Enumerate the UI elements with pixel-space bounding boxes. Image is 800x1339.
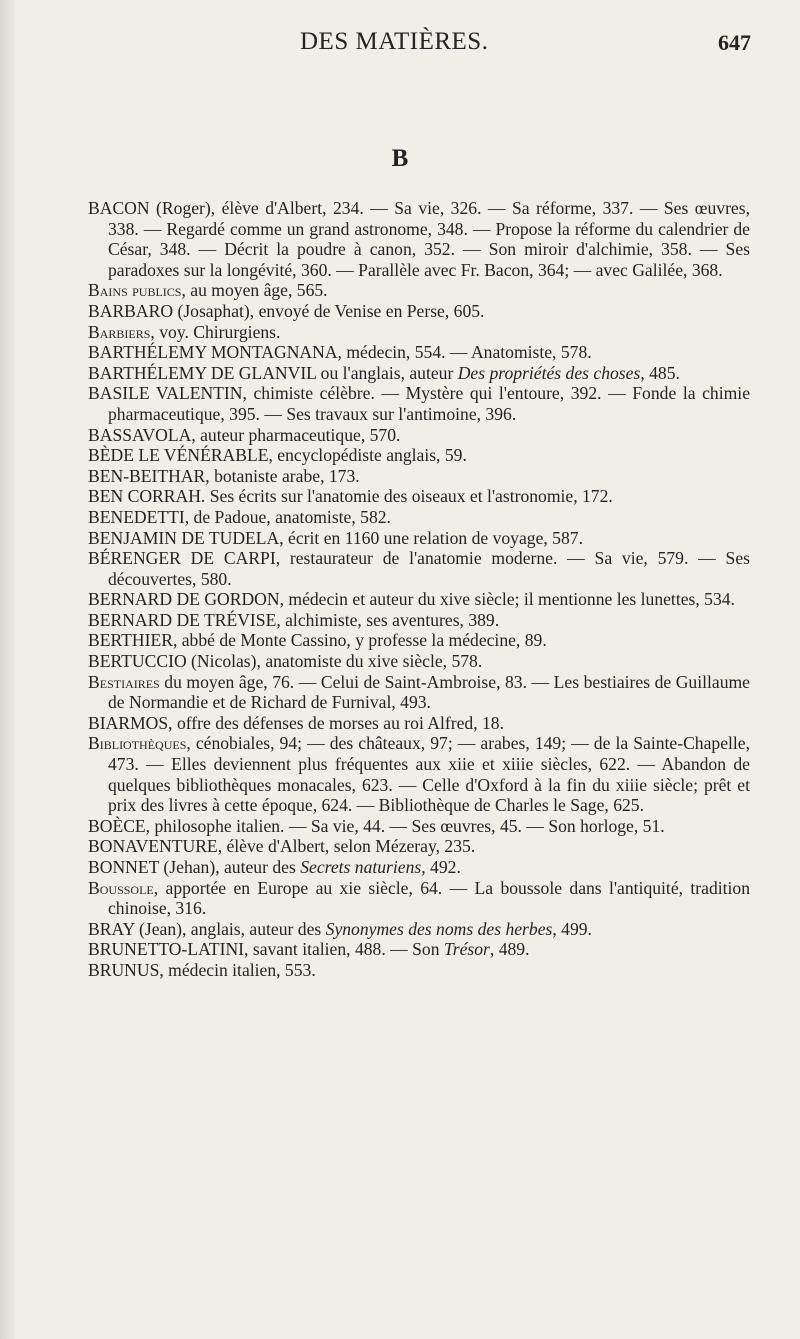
entry-title-italic: Des propriétés des choses — [457, 362, 641, 383]
entry-head: BENJAMIN DE TUDELA — [88, 527, 280, 548]
entry-tail: , 489. — [489, 939, 530, 960]
entry-body: , voy. Chirurgiens. — [150, 321, 281, 342]
entry-head: BASSAVOLA — [88, 424, 192, 445]
entry-head: Bains publics — [88, 280, 182, 301]
entry-head: BÉRENGER DE CARPI — [88, 548, 276, 569]
entry-body: ou l'anglais, auteur — [316, 362, 458, 383]
running-head — [0, 22, 800, 62]
entry-body: , philosophe italien. — Sa vie, 44. — Ses œuvres, 45. — Son horloge, 51. — [145, 815, 665, 836]
index-entry-brunus — [88, 960, 750, 981]
index-entry-benjamin-de-tudela — [88, 528, 750, 549]
index-entry-bray — [88, 919, 750, 940]
entry-body: , botaniste arabe, 173. — [205, 465, 360, 486]
index-entry-benedetti — [88, 507, 750, 528]
entry-body: , restaurateur de l'anatomie moderne. — Sa vie, 579. — Ses découvertes, 580. — [108, 548, 750, 589]
entry-head: BIARMOS — [88, 712, 169, 733]
entry-body: , encyclopédiste anglais, 59. — [268, 445, 467, 466]
entry-body: , écrit en 1160 une relation de voyage, 587. — [279, 527, 583, 548]
entry-head: BERNARD DE TRÉVISE — [88, 609, 277, 630]
entry-body: , auteur pharmaceutique, 570. — [191, 424, 401, 445]
entry-body: , alchimiste, ses aventures, 389. — [276, 609, 500, 630]
entry-head: Boussole — [88, 877, 154, 898]
entry-body: , chimiste célèbre. — Mystère qui l'entoure, 392. — Fonde la chimie pharmaceutique, 395. — Ses travaux sur l'antimoine, 396. — [108, 383, 750, 424]
index-entry-bacon — [88, 198, 750, 280]
entry-head: BERTHIER — [88, 630, 173, 651]
entry-tail: , 485. — [640, 362, 680, 383]
entry-head: BEN CORRAH — [88, 486, 201, 507]
entry-body: du moyen âge, 76. — Celui de Saint-Ambroise, 83. — Les bestiaires de Guillaume de Normandie et de Richard de Furnival, 493. — [108, 671, 750, 713]
entry-body: . Ses écrits sur l'anatomie des oiseaux et l'astronomie, 172. — [200, 486, 613, 507]
entry-head: BERNARD DE GORDON — [88, 589, 280, 610]
index-entry-bonaventure — [88, 836, 750, 857]
index-entry-bestiaires — [88, 672, 750, 713]
index-entry-berenger-de-carpi — [88, 548, 750, 589]
entry-body: (Nicolas), anatomiste du xive siècle, 578. — [186, 651, 483, 672]
entry-head: BRUNUS — [88, 959, 160, 980]
entry-head: Bibliothèques — [88, 733, 187, 754]
entry-body: (Roger), élève d'Albert, 234. — Sa vie, 326. — Sa réforme, 337. — Ses œuvres, 338. — Regardé comme un grand astronome, 348. — Propose la réforme du calendrier de César, 348. — Décrit la poudre à canon, 352. — Son miroir d'alchimie, 358. — Ses paradoxes sur la longévité, 360. — Parallèle avec Fr. Bacon, 364; — avec Galilée, 368. — [108, 198, 750, 280]
entry-head: BACON — [88, 198, 150, 218]
entry-head: BEN-BEITHAR — [88, 465, 206, 486]
entry-head: BENEDETTI — [88, 506, 185, 527]
entry-title-italic: Trésor — [443, 939, 490, 960]
entry-body: , médecin italien, 553. — [159, 959, 316, 980]
entry-body: (Jehan), auteur des — [159, 857, 301, 877]
entry-body: , au moyen âge, 565. — [181, 280, 328, 301]
entry-body: , abbé de Monte Cassino, y professe la médecine, 89. — [172, 630, 547, 651]
entry-head: BONAVENTURE — [88, 836, 218, 857]
index-entry-berthier — [88, 630, 750, 651]
entry-head: Bestiaires — [88, 671, 160, 692]
entry-body: , cénobiales, 94; — des châteaux, 97; — arabes, 149; — de la Sainte-Chapelle, 473. — Elles deviennent plus fréquentes aux xiie et xiiie siècles, 622. — Abandon de quelques bibliothèques monacales, 623. — Celle d'Oxford à la fin du xiiie siècle; prêt et prix des livres à cette époque, 624. — Bibliothèque de Charles le Sage, 625. — [108, 733, 750, 816]
index-entry-bassavola — [88, 425, 750, 446]
entry-head: BARTHÉLEMY DE GLANVIL — [88, 362, 317, 383]
entry-head: BONNET — [88, 857, 160, 877]
index-list — [88, 198, 750, 981]
index-entry-basile-valentin — [88, 383, 750, 424]
index-entry-biarmos — [88, 713, 750, 734]
entry-head: BARTHÉLEMY MONTAGNANA — [88, 342, 338, 363]
entry-body: (Jean), anglais, auteur des — [134, 918, 326, 939]
entry-body: , savant italien, 488. — Son — [244, 939, 444, 960]
entry-body: , offre des défenses de morses au roi Alfred, 18. — [168, 712, 504, 733]
entry-head: BOÈCE — [88, 815, 146, 836]
section-letter: B — [391, 145, 409, 172]
index-entry-bonnet — [88, 857, 750, 878]
running-head-title: DES MATIÈRES. — [300, 28, 489, 55]
entry-body: , médecin et auteur du xive siècle; il mentionne les lunettes, 534. — [279, 589, 735, 610]
entry-head: BÈDE LE VÉNÉRABLE — [88, 445, 269, 466]
index-entry-bains-publics — [88, 280, 750, 301]
index-entry-bernard-de-trevise — [88, 610, 750, 631]
index-entry-bibliotheques — [88, 733, 750, 815]
entry-body: (Josaphat), envoyé de Venise en Perse, 605. — [173, 300, 485, 321]
entry-head: Barbiers — [88, 321, 151, 342]
index-entry-boece — [88, 816, 750, 837]
index-entry-barthelemy-montagnana — [88, 342, 750, 363]
index-entry-bertuccio — [88, 651, 750, 672]
index-entry-ben-beithar — [88, 466, 750, 487]
entry-tail: , 492. — [421, 857, 461, 877]
index-entry-brunetto-latini — [88, 939, 750, 960]
index-entry-barbaro — [88, 301, 750, 322]
entry-body: , apportée en Europe au xie siècle, 64. — La boussole dans l'antiquité, tradition chinoise, 316. — [108, 877, 750, 919]
index-entry-barbiers — [88, 322, 750, 343]
entry-tail: , 499. — [552, 918, 592, 939]
entry-body: , élève d'Albert, selon Mézeray, 235. — [217, 836, 476, 857]
index-entry-bernard-de-gordon — [88, 589, 750, 610]
index-entry-bede — [88, 445, 750, 466]
entry-head: BRUNETTO-LATINI — [88, 939, 245, 960]
entry-head: BARBARO — [88, 300, 174, 321]
entry-title-italic: Synonymes des noms des herbes — [325, 918, 553, 939]
index-entry-barthelemy-de-glanvil — [88, 363, 750, 384]
page-gutter-shadow — [0, 0, 14, 1339]
page-number: 647 — [718, 30, 751, 55]
index-entry-ben-corrah — [88, 486, 750, 507]
entry-head: BERTUCCIO — [88, 651, 187, 672]
entry-title-italic: Secrets naturiens — [300, 857, 422, 877]
entry-body: , de Padoue, anatomiste, 582. — [184, 506, 391, 527]
entry-body: , médecin, 554. — Anatomiste, 578. — [337, 342, 592, 363]
entry-head: BRAY — [88, 918, 135, 939]
index-entry-boussole — [88, 878, 750, 919]
entry-head: BASILE VALENTIN — [88, 383, 243, 404]
